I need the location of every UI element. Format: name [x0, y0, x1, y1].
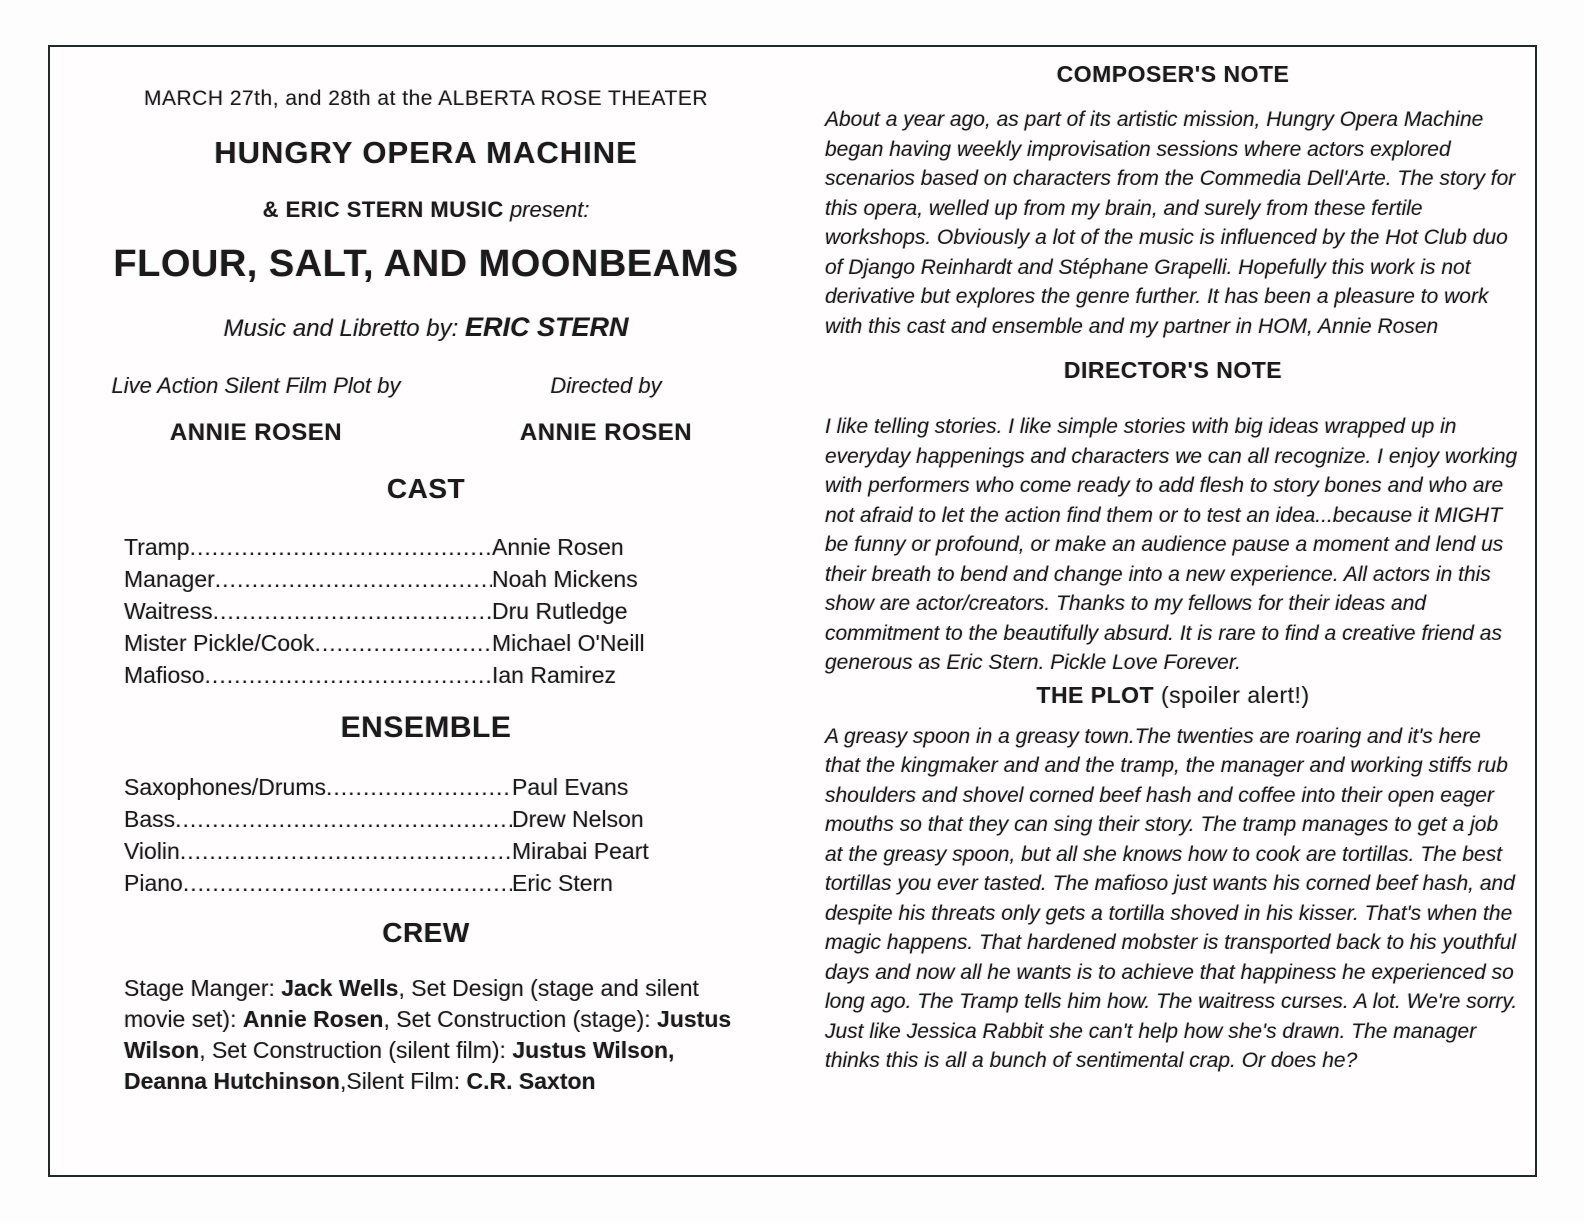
plot-text: A greasy spoon in a greasy town.The twenties are roaring and it's here that the kingmaker and and the tramp, the manager and working stiffs rub shoulders and shovel corned beef hash and coffee into their open eager mouths so that they can sing their story. The tramp manages to get a job at the greasy spoon, but all she knows how to cook are tortillas. The best tortillas you ever tasted. The mafioso just wants his corned beef hash, and despite his threats only gets a tortilla shoved in his kisser. That's when the magic happens. That hardened mobster is transported back to his youthful days and now all he wants is to achieve that happiness he experienced so long ago. The Tramp tells him how. The waitress curses. A lot. We're sorry. Just like Jessica Rabbit she can't help how she's drawn. The manager thinks this is all a bunch of sentimental crap. Or does he?	[825, 724, 1518, 1072]
cast-role: Mafioso	[124, 662, 205, 688]
plot-heading-title: THE PLOT	[1036, 681, 1155, 708]
dot-leader	[326, 771, 512, 803]
ensemble-role: Violin	[124, 838, 180, 864]
ensemble-name: Drew Nelson	[512, 806, 644, 832]
cast-row	[124, 659, 724, 691]
dot-leader	[183, 867, 512, 899]
cast-name: Annie Rosen	[492, 534, 624, 560]
ensemble-row	[124, 803, 724, 835]
ensemble-row	[124, 867, 724, 899]
composers-note-heading: COMPOSER'S NOTE	[1056, 61, 1290, 87]
ensemble-role: Bass	[124, 806, 176, 832]
libretto-label: Music and Libretto by:	[223, 315, 465, 342]
cast-name: Michael O'Neill	[492, 630, 645, 656]
plot-heading	[825, 680, 1521, 710]
composers-note-text: About a year ago, as part of its artistic mission, Hungry Opera Machine began having weekly improvisation sessions where actors explored scenarios based on characters from the Commedia Dell'Arte. The story for this opera, welled up from my brain, and surely from these fertile workshops. Obviously a lot of the music is influenced by the Hot Club duo of Django Reinhardt and Stéphane Grapelli. Hopefully this work is not derivative but explores the genre further. It has been a pleasure to work with this cast and ensemble and my partner in HOM, Annie Rosen	[825, 108, 1516, 338]
directors-note-heading: DIRECTOR'S NOTE	[1063, 357, 1283, 383]
dot-leader	[213, 595, 492, 627]
cast-role: Manager	[124, 566, 215, 592]
cast-list	[124, 531, 724, 691]
cast-row	[124, 531, 724, 563]
ensemble-name: Eric Stern	[512, 870, 613, 896]
presenter-name: & ERIC STERN MUSIC	[262, 197, 504, 222]
dot-leader	[215, 563, 492, 595]
dot-leader	[190, 531, 492, 563]
byline-names-row	[76, 419, 776, 447]
cast-role: Waitress	[124, 598, 213, 624]
dot-leader	[205, 659, 492, 691]
cast-name: Dru Rutledge	[492, 598, 628, 624]
ensemble-role: Saxophones/Drums	[124, 774, 326, 800]
presenter-line	[76, 197, 776, 223]
ensemble-role: Piano	[124, 870, 183, 896]
dot-leader	[314, 627, 492, 659]
silent-film-plot-by-name: ANNIE ROSEN	[169, 419, 343, 446]
directed-by-name: ANNIE ROSEN	[519, 419, 693, 446]
silent-film-plot-by-label: Live Action Silent Film Plot by	[111, 373, 401, 398]
presenter-verb: present:	[509, 197, 590, 222]
show-title: FLOUR, SALT, AND MOONBEAMS	[113, 243, 739, 285]
ensemble-name: Paul Evans	[512, 774, 629, 800]
dot-leader	[175, 803, 512, 835]
crew-paragraph: Stage Manger: Jack Wells, Set Design (stage and silent movie set): Annie Rosen, Set Construction (stage): Justus Wilson, Set Construction (silent film): Justus Wilson, Deanna Hutchinson,Silent Film: C.R. Saxton	[124, 975, 732, 1094]
directed-by-label: Directed by	[550, 373, 662, 398]
left-column	[50, 47, 805, 1175]
cast-name: Ian Ramirez	[492, 662, 616, 688]
composer-name: ERIC STERN	[464, 312, 629, 342]
cast-row	[124, 627, 724, 659]
libretto-line	[76, 312, 776, 343]
page-border-frame	[48, 45, 1537, 1177]
byline-labels-row	[76, 373, 776, 399]
ensemble-list	[124, 771, 724, 899]
ensemble-row	[124, 835, 724, 867]
cast-name: Noah Mickens	[492, 566, 638, 592]
cast-role: Tramp	[124, 534, 190, 560]
company-name: HUNGRY OPERA MACHINE	[214, 135, 638, 170]
event-date-line: MARCH 27th, and 28th at the ALBERTA ROSE THEATER	[143, 87, 709, 110]
directors-note-text: I like telling stories. I like simple stories with big ideas wrapped up in everyday happenings and characters we can all recognize. I enjoy working with performers who come ready to add flesh to story bones and who are not afraid to let the action find them or to test an idea...because it MIGHT be funny or profound, or make an audience pause a moment and lend us their breath to bend and change into a new experience. All actors in this show are actor/creators. Thanks to my fellows for their ideas and commitment to the beautifully absurd. It is rare to find a creative friend as generous as Eric Stern. Pickle Love Forever.	[825, 415, 1518, 674]
cast-row	[124, 595, 724, 627]
plot-heading-spoiler: (spoiler alert!)	[1154, 681, 1310, 708]
right-column	[805, 47, 1535, 1175]
ensemble-name: Mirabai Peart	[512, 838, 649, 864]
cast-role: Mister Pickle/Cook	[124, 630, 315, 656]
ensemble-row	[124, 771, 724, 803]
dot-leader	[180, 835, 512, 867]
cast-row	[124, 563, 724, 595]
crew-heading: CREW	[382, 917, 470, 948]
cast-heading: CAST	[386, 473, 466, 504]
ensemble-heading: ENSEMBLE	[340, 711, 512, 744]
